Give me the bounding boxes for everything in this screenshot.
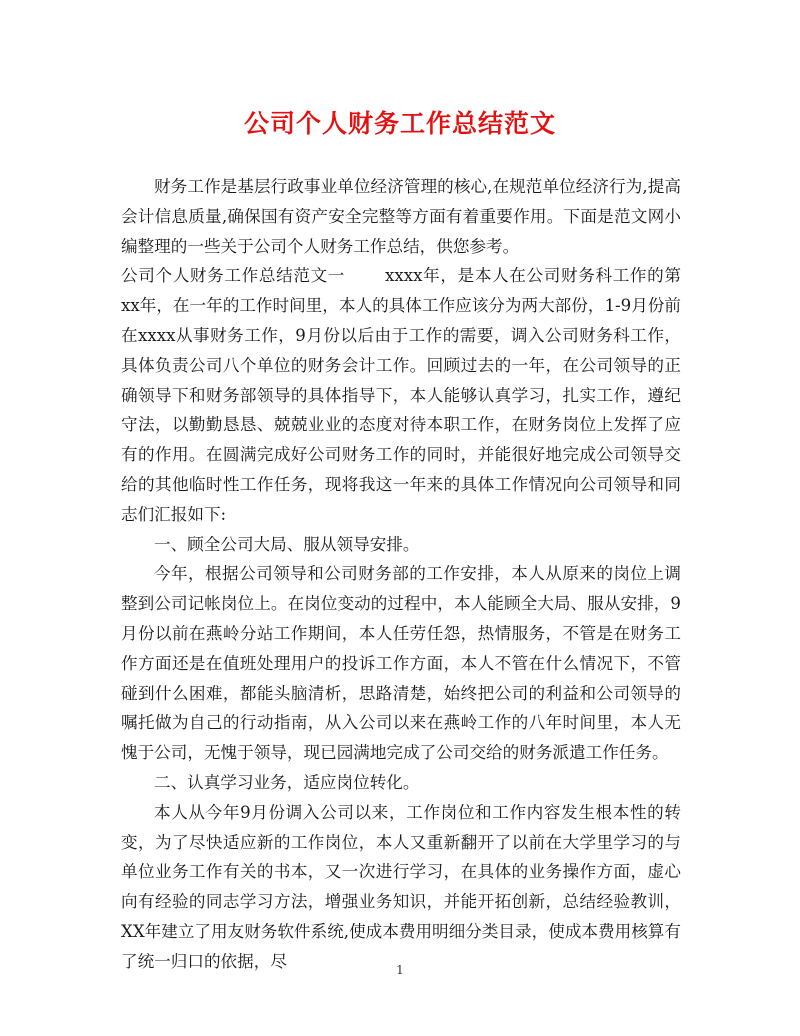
sample-text: xxxx年，是本人在公司财务科工作的第xx年，在一年的工作时间里，本人的具体工作应该分为两大部份，1-9月份前在xxxx从事财务工作，9月份以后由于工作的需要，调入公司财务科工作，具体负责公司八个单位的财务会计工作。回顾过去的一年，在公司领导的正确领导下和财务部领导的具体指导下，本人能够认真学习，扎实工作，遵纪守法，以勤勤恳恳、兢兢业业的态度对待本职工作，在财务岗位上发挥了应有的作用。在圆满完成好公司财务工作的同时，并能很好地完成公司领导交给的其他临时性工作任务，现将我这一年来的具体工作情况向公司领导和同志们汇报如下:: [121, 266, 681, 524]
sample-heading: 公司个人财务工作总结范文一: [121, 266, 346, 286]
intro-paragraph: 财务工作是基层行政事业单位经济管理的核心,在规范单位经济行为,提高会计信息质量,确保国有资产安全完整等方面有着重要作用。下面是范文网小编整理的一些关于公司个人财务工作总结，供您参考。: [121, 177, 681, 256]
section-2-heading: 二、认真学习业务，适应岗位转化。: [154, 772, 420, 792]
page-title: 公司个人财务工作总结范文: [243, 109, 556, 138]
sample-paragraph: [121, 261, 681, 529]
page-number: 1: [396, 963, 404, 977]
section-1-heading: 一、顾全公司大局、服从领导安排。: [154, 534, 420, 554]
section-2-paragraph: 本人从今年9月份调入公司以来，工作岗位和工作内容发生根本性的转变，为了尽快适应新的工作岗位，本人又重新翻开了以前在大学里学习的与单位业务工作有关的书本，又一次进行学习，在具体的业务操作方面，虚心向有经验的同志学习方法，增强业务知识，并能开拓创新，总结经验教训，XX年建立了用友财务软件系统,使成本费用明细分类目录，使成本费用核算有了统一归口的依据，尽: [121, 802, 681, 971]
section-1-paragraph: 今年，根据公司领导和公司财务部的工作安排，本人从原来的岗位上调整到公司记帐岗位上。在岗位变动的过程中，本人能顾全大局、服从安排，9月份以前在燕岭分站工作期间，本人任劳任怨，热情服务，不管是在财务工作方面还是在值班处理用户的投诉工作方面，本人不管在什么情况下，不管碰到什么困难，都能头脑清析，思路清楚，始终把公司的利益和公司领导的嘱托做为自己的行动指南，从入公司以来在燕岭工作的八年时间里，本人无愧于公司，无愧于领导，现已园满地完成了公司交给的财务派遣工作任务。: [121, 564, 681, 763]
document-body: [121, 172, 681, 977]
